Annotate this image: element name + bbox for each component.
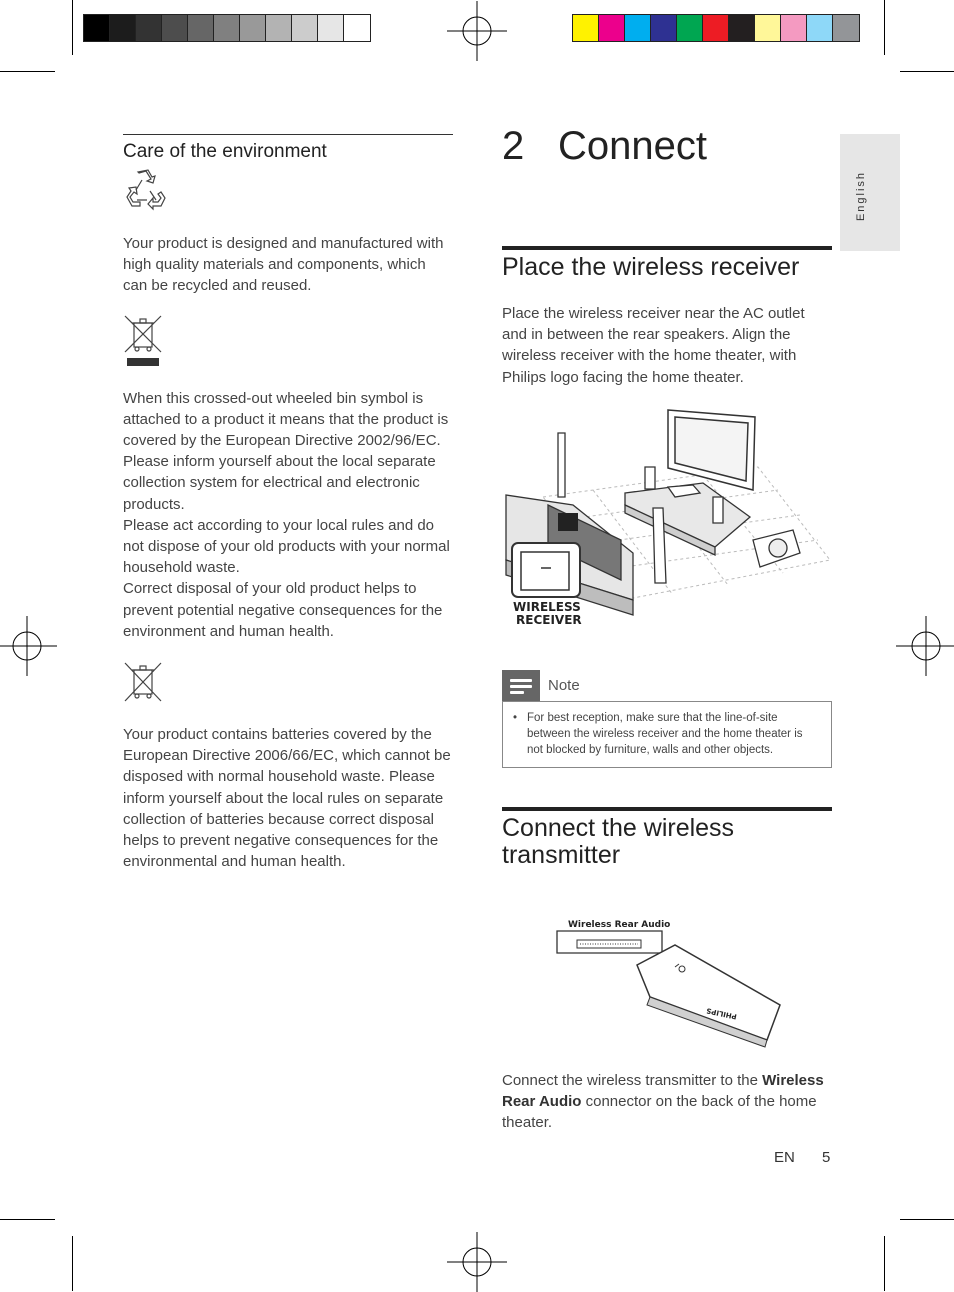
registration-mark-icon xyxy=(0,616,57,676)
color-swatch xyxy=(136,15,162,41)
process-color-bar xyxy=(572,14,860,42)
chapter-title xyxy=(502,124,707,169)
chapter-name: Connect xyxy=(558,124,707,168)
note-text: For best reception, make sure that the line-of-site between the wireless receiver and the home theater is not blocked by furniture, walls and other objects. xyxy=(527,712,803,756)
section-rule xyxy=(123,134,453,135)
home-theater-illustration xyxy=(503,405,833,637)
footer-lang: EN xyxy=(774,1149,795,1166)
crossed-bin-icon xyxy=(123,314,163,370)
note-item xyxy=(513,710,821,758)
section-rule xyxy=(502,807,832,811)
battery-text: Your product contains batteries covered by the European Directive 2006/66/EC, which cannot be disposed with normal household waste. Please inform yourself about the local rules on separate collection of batteries because correct disposal helps to prevent negative consequences for the environmental and human health. xyxy=(123,726,451,871)
color-swatch xyxy=(318,15,344,41)
registration-mark-icon xyxy=(447,1232,507,1292)
color-swatch xyxy=(807,15,833,41)
connector-label: Wireless Rear Audio xyxy=(568,920,671,930)
recycle-paragraph xyxy=(123,233,453,297)
care-of-environment-section xyxy=(123,134,453,872)
receiver-label-line1: WIRELESS xyxy=(513,600,581,614)
color-swatch xyxy=(833,15,859,41)
transmitter-text-b: connector on the back of the home theater. xyxy=(502,1093,817,1132)
color-swatch xyxy=(651,15,677,41)
language-label-text: English xyxy=(855,170,868,222)
registration-mark-icon xyxy=(447,1,507,61)
color-swatch xyxy=(292,15,318,41)
page-number: 5 xyxy=(822,1149,831,1166)
weee-text-3: Correct disposal of your old product helps to prevent potential negative consequences for the environment and human health. xyxy=(123,580,443,640)
recycle-icon xyxy=(123,167,169,213)
color-swatch xyxy=(162,15,188,41)
color-swatch xyxy=(214,15,240,41)
color-swatch xyxy=(781,15,807,41)
color-swatch xyxy=(110,15,136,41)
note-box xyxy=(502,701,832,768)
color-swatch xyxy=(599,15,625,41)
color-swatch xyxy=(703,15,729,41)
color-swatch xyxy=(573,15,599,41)
note-label: Note xyxy=(548,677,580,694)
receiver-label-line2: RECEIVER xyxy=(516,613,582,627)
color-swatch xyxy=(729,15,755,41)
connector-name: Wireless Rear Audio xyxy=(502,1072,824,1111)
color-swatch xyxy=(84,15,110,41)
color-swatch xyxy=(188,15,214,41)
section-title-transmitter: Connect the wireless transmitter xyxy=(502,814,735,869)
note-icon xyxy=(502,670,540,702)
section-heading: Care of the environment xyxy=(123,141,327,162)
chapter-number: 2 xyxy=(502,124,525,168)
philips-logo-text: PHILIPS xyxy=(705,1006,738,1021)
weee-text-1: When this crossed-out wheeled bin symbol is attached to a product it means that the product is covered by the European Directive 2002/96/EC. Please inform yourself about the local separate collection system for electrical and electronic products. xyxy=(123,389,449,513)
note-header xyxy=(502,670,832,702)
transmitter-text-a: Connect the wireless transmitter to the xyxy=(502,1072,763,1089)
crossed-bin-battery-icon xyxy=(123,661,163,703)
weee-text-2: Please act according to your local rules and do not dispose of your old products with your normal household waste. xyxy=(123,516,450,577)
color-swatch xyxy=(677,15,703,41)
language-tab-label xyxy=(848,172,868,222)
color-swatch xyxy=(625,15,651,41)
color-swatch xyxy=(755,15,781,41)
weee-paragraph xyxy=(123,388,453,642)
color-swatch xyxy=(266,15,292,41)
section-rule xyxy=(502,246,832,250)
transmitter-paragraph xyxy=(502,1070,832,1134)
note-bullet: • xyxy=(513,712,518,724)
registration-mark-icon xyxy=(896,616,954,676)
battery-paragraph xyxy=(123,724,453,872)
color-swatch xyxy=(240,15,266,41)
recycle-text: Your product is designed and manufactured with high quality materials and components, which can be recycled and reused. xyxy=(123,235,444,295)
wireless-transmitter-illustration xyxy=(555,915,787,1050)
receiver-paragraph: Place the wireless receiver near the AC outlet and in between the rear speakers. Align the wireless receiver with the home theater, with Philips logo facing the home theater. xyxy=(502,305,805,386)
section-title-receiver: Place the wireless receiver xyxy=(502,253,800,281)
color-swatch xyxy=(344,15,370,41)
gray-color-bar xyxy=(83,14,371,42)
